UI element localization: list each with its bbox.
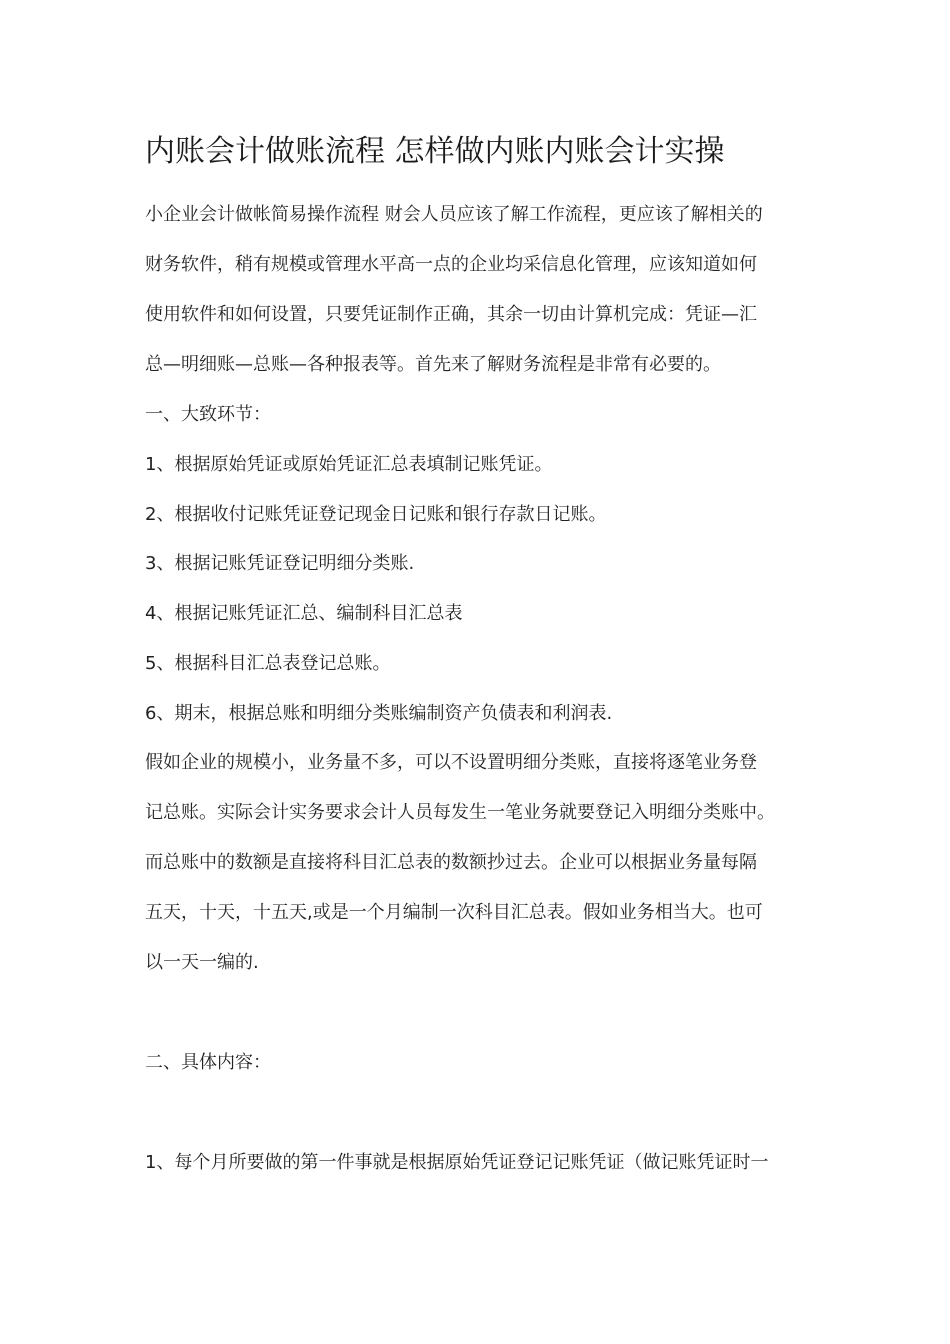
- section-heading: 二、具体内容：: [145, 1052, 271, 1073]
- note-line: 而总账中的数额是直接将科目汇总表的数额抄过去。企业可以根据业务量每隔: [145, 852, 757, 873]
- step-item: 6、期末，根据总账和明细分类账编制资产负债表和利润表.: [145, 703, 613, 724]
- step-item: 1、根据原始凭证或原始凭证汇总表填制记账凭证。: [145, 454, 553, 475]
- step-item: 4、根据记账凭证汇总、编制科目汇总表: [145, 603, 463, 624]
- intro-line: 财务软件，稍有规模或管理水平高一点的企业均采信息化管理，应该知道如何: [145, 254, 757, 275]
- note-line: 记总账。实际会计实务要求会计人员每发生一笔业务就要登记入明细分类账中。: [145, 802, 775, 823]
- note-line: 五天，十天，十五天,或是一个月编制一次科目汇总表。假如业务相当大。也可: [145, 902, 763, 923]
- note-line: 以一天一编的.: [145, 952, 259, 973]
- step-item: 3、根据记账凭证登记明细分类账.: [145, 553, 415, 574]
- step-item: 5、根据科目汇总表登记总账。: [145, 653, 391, 674]
- intro-line: 使用软件和如何设置，只要凭证制作正确，其余一切由计算机完成：凭证—汇: [145, 304, 757, 325]
- step-item: 1、每个月所要做的第一件事就是根据原始凭证登记记账凭证（做记账凭证时一: [145, 1152, 769, 1173]
- note-line: 假如企业的规模小，业务量不多，可以不设置明细分类账，直接将逐笔业务登: [145, 752, 757, 773]
- section-heading: 一、大致环节：: [145, 404, 271, 425]
- step-item: 2、根据收付记账凭证登记现金日记账和银行存款日记账。: [145, 504, 607, 525]
- intro-line: 小企业会计做帐简易操作流程 财会人员应该了解工作流程，更应该了解相关的: [145, 204, 763, 225]
- document-title: 内账会计做账流程 怎样做内账内账会计实操: [145, 134, 725, 169]
- intro-line: 总—明细账—总账—各种报表等。首先来了解财务流程是非常有必要的。: [145, 354, 721, 375]
